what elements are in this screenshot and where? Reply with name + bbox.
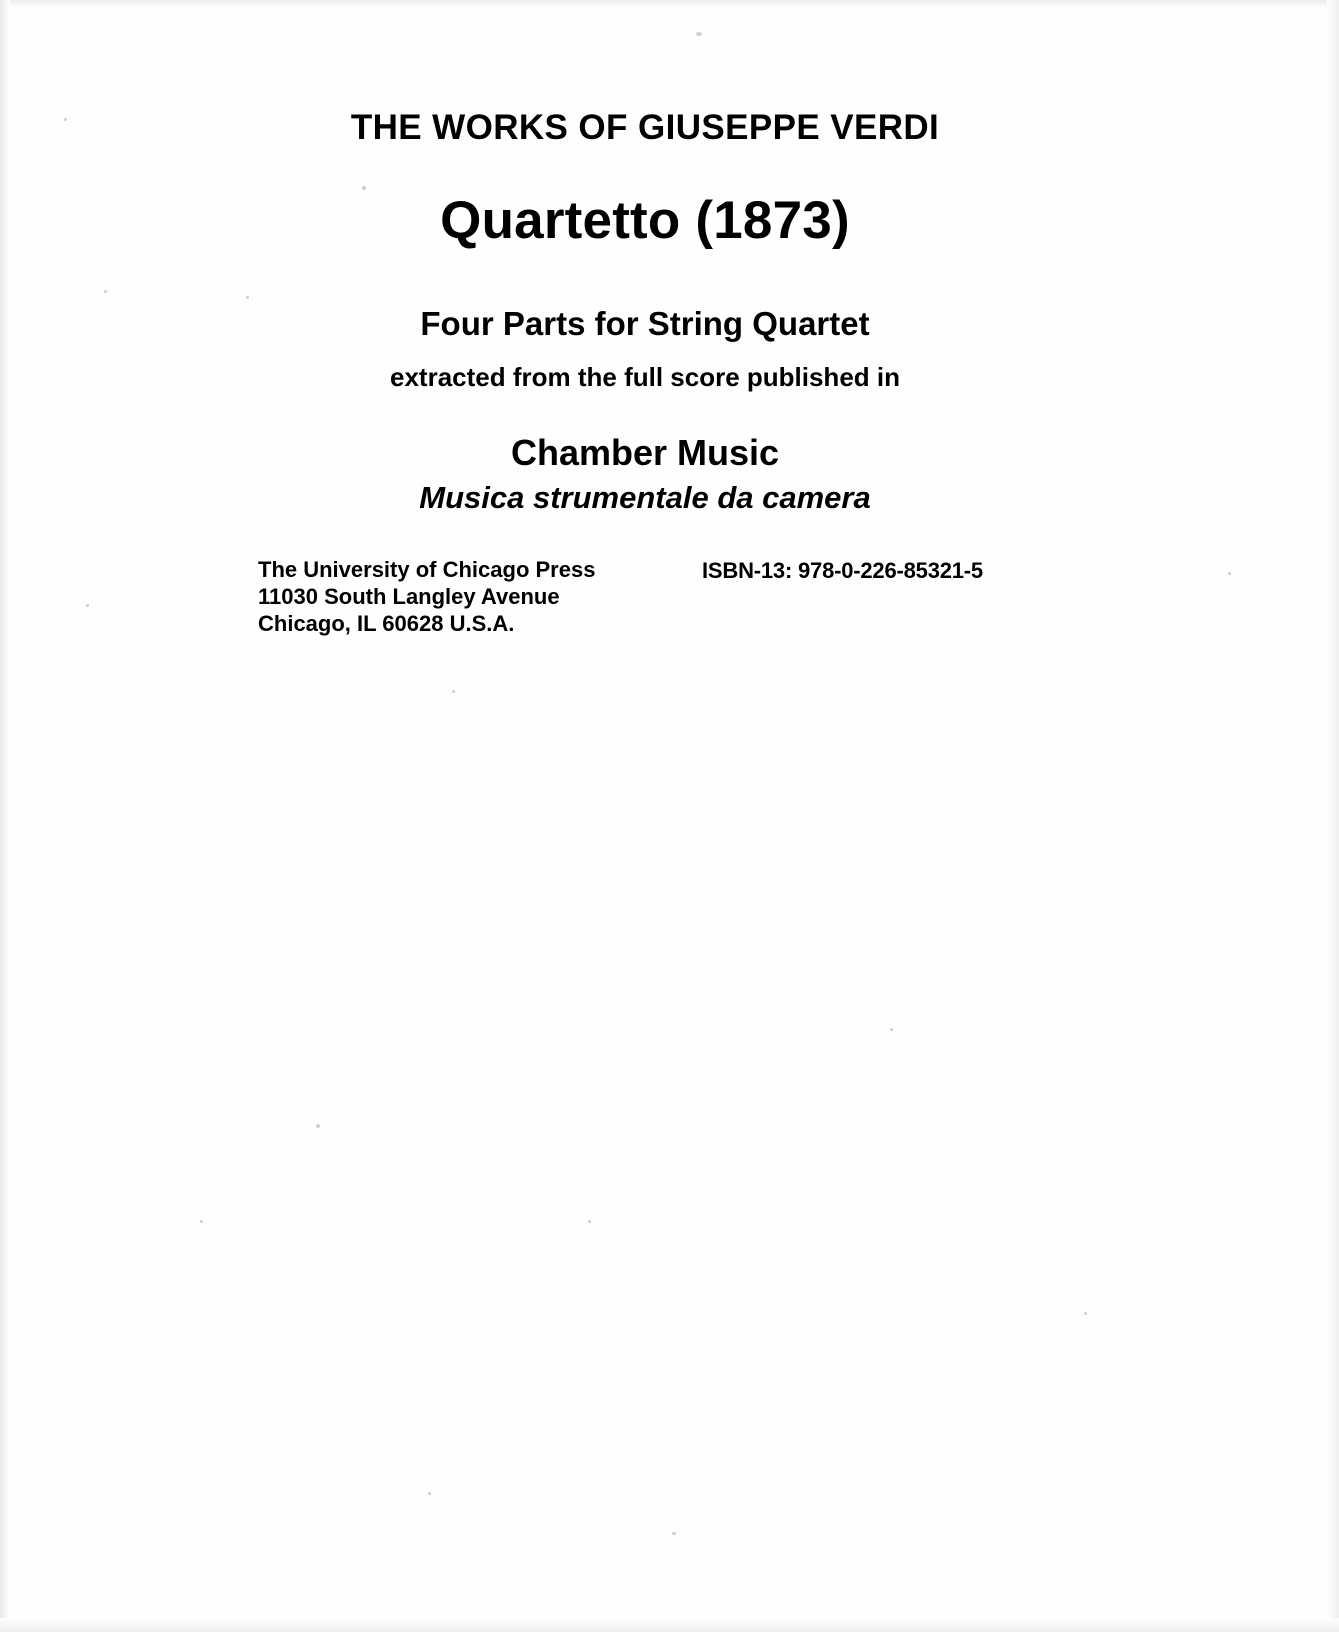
collection-title: Chamber Music: [510, 432, 780, 473]
publisher-address-line-1: 11030 South Langley Avenue: [258, 584, 560, 609]
isbn: ISBN-13: 978-0-226-85321-5: [702, 558, 983, 583]
scan-edge-right: [1327, 0, 1339, 1632]
work-title: Quartetto (1873): [440, 191, 850, 250]
extraction-note: extracted from the full score published in: [390, 362, 900, 392]
scan-edge-bottom: [0, 1618, 1339, 1632]
publisher-block: [258, 556, 595, 637]
publisher-address-line-2: Chicago, IL 60628 U.S.A.: [258, 611, 515, 636]
publisher-name: The University of Chicago Press: [258, 557, 596, 582]
collection-title-italian: Musica strumentale da camera: [419, 480, 871, 515]
work-subtitle: Four Parts for String Quartet: [420, 305, 870, 342]
series-title: THE WORKS OF GIUSEPPE VERDI: [350, 108, 940, 147]
